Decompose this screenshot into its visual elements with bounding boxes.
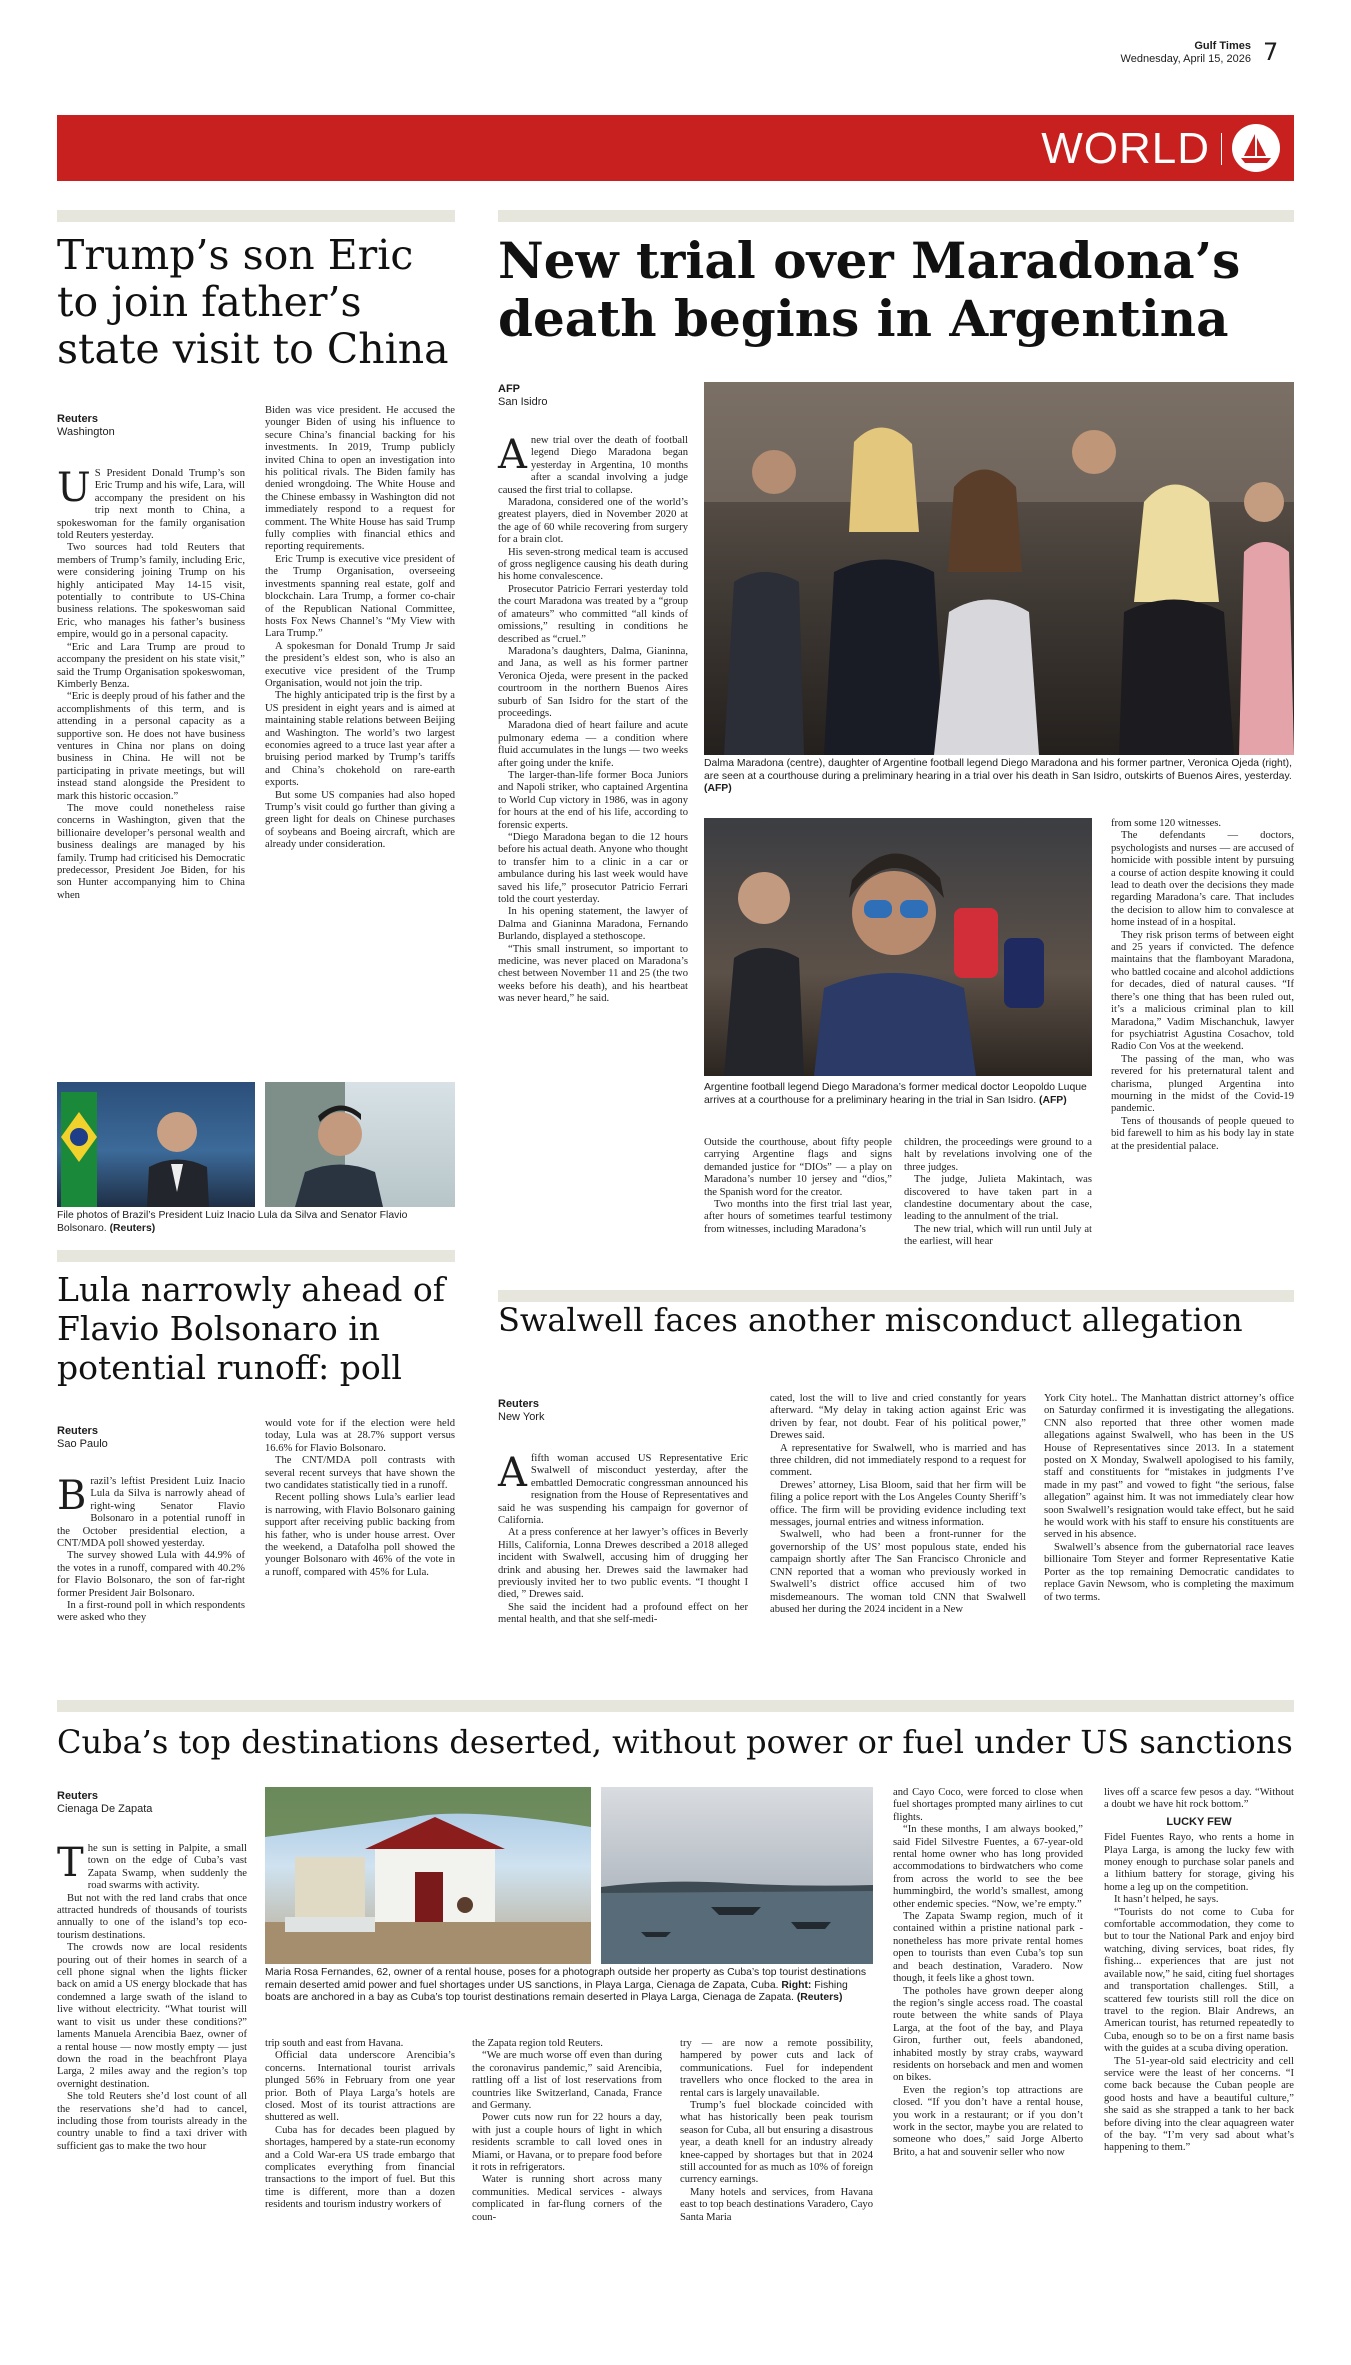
lula-col2: [265, 1418, 455, 1579]
eric-col1: [57, 465, 245, 902]
eric-p10: But some US companies had also hoped Trump’s visit could go further than giving a green light for deals on Chinese purchases of soybeans and Boeing aircraft, which are already under consideration.: [265, 789, 455, 851]
swalwell-p9: Swalwell’s absence from the gubernatorial race leaves billionaire Tom Steyer and former Representative Katie Porter as the top remaining Democratic candidates to replace Gavin Newsom, who is completing the maximum of two terms.: [1044, 1541, 1294, 1603]
eric-col2: [265, 405, 455, 852]
cuba-col4: [680, 2038, 873, 2224]
courtroom-credit: (AFP): [704, 783, 732, 795]
maradona-p6: Maradona died of heart failure and acute pulmonary edema — a condition where fluid accumulates in the lungs — two weeks after going under the knife.: [498, 720, 688, 769]
maradona-p18: They risk prison terms of between eight and 25 years if convicted. The defence maintains that the flamboyant Maradona, who battled cocaine and alcohol addictions for decades, died of natural causes. “If there’s one thing that has been ruled out, it’s a malicious criminal plan to kill Maradona,” Vadim Mischanchuk, lawyer for psychiatrist Agustina Cosachov, told Radio Con Vos at the weekend.: [1111, 929, 1294, 1053]
cuba-col1: [57, 1840, 247, 2153]
maradona-p8: “Diego Maradona began to die 12 hours before his actual death. Anyone who thought to transfer him to a clinic in a car or ambulance during his last week would have saved his life,” prosecutor Patricio Ferrari told the court yesterday.: [498, 832, 688, 906]
dropcap: T: [57, 1840, 84, 1886]
eric-p8: A spokesman for Donald Trump Jr said the president’s eldest son, who is also an executive vice president of the Trump Organisation, would not join the trip.: [265, 640, 455, 689]
maradona-byline: [498, 383, 688, 409]
cuba-p11: Water is running short across many communities. Medical services - always complicated in far-flung corners of the coun-: [472, 2174, 662, 2223]
maradona-p4: Prosecutor Patricio Ferrari yesterday told the court Maradona was treated by a “group of amateurs” who committed “all kinds of omissions,” resulting in conditions he described as “cruel.”: [498, 583, 688, 645]
maradona-p17: The defendants — doctors, psychologists and nurses — are accused of homicide with possible intent by pursuing a course of action despite knowing it could lead to death over the decisions they made regarding Maradona’s care. That includes the decision to allow him to convalesce at home instead of in a hospital.: [1111, 830, 1294, 929]
lula-agency: Reuters: [57, 1425, 98, 1437]
maradona-headline: New trial over Maradona’s death begins in Argentina: [498, 231, 1241, 348]
cuba-p7: Cuba has for decades been plagued by shortages, hampered by a state-run economy and a Cold War-era US trade embargo that complicates everything from financial transactions to the import of fuel. But this time is different, more than a dozen residents and tourism industry workers of: [265, 2124, 455, 2211]
cuba-agency: Reuters: [57, 1790, 98, 1802]
maradona-col4: [1111, 818, 1294, 1153]
cuba-p23: “Tourists do not come to Cuba for comfortable accommodation, they come to but to tour the National Park and enjoy bird watching, diving services, boat rides, fly fishing... experiences that are just not available now,” he said, citing fuel shortages and transportation challenges. Still, a scattered few tourists still roll the dice on travel to the region. Blair Andrews, an American tourist, has returned repeatedly to Cuba, enough so to be on a first name basis with the guides at a scuba diving operation.: [1104, 1906, 1294, 2055]
lucky-few-subhead: LUCKY FEW: [1166, 1815, 1232, 1828]
cuba-byline: [57, 1790, 257, 1816]
maradona-p10: “This small instrument, so important to medicine, was never placed on Maradona’s chest between November 11 and 25 (the two weeks before his death), and his heartbeat was never heard,” he said.: [498, 943, 688, 1005]
lula-col1: [57, 1473, 245, 1625]
swalwell-p3: She said the incident had a profound effect on her mental health, and that she self-medi-: [498, 1601, 748, 1626]
cuba-caption-credit: (Reuters): [796, 1992, 843, 2004]
eric-headline: Trump’s son Eric to join father’s state visit to China: [57, 231, 449, 373]
maradona-p14: The judge, Julieta Makintach, was discovered to have taken part in a clandestine documentary about the case, leading to the annulment of the trial.: [904, 1174, 1092, 1223]
swalwell-p8: York City hotel.. The Manhattan district attorney’s office on Saturday confirmed it is investigating the allegations. CNN also reported that three other women made allegations against Swalwell, who has been in the US House of Representatives since 2013. In a statement posted on X Monday, Swalwell apologised to his family, staff and constituents for “mistakes in judgments I’ve made in my past” and vowed to fight “the serious, false allegation” against him. It was not immediately clear how soon Swalwell’s resignation would take effect, but he said he would work with his staff to ensure his constituents are served in his absence.: [1044, 1393, 1294, 1541]
lula-p2: The survey showed Lula with 44.9% of the votes in a runoff, compared with 40.2% for Flavio Bolsonaro, the son of far-right former President Jair Bolsonaro.: [57, 1550, 245, 1599]
swalwell-p7: Swalwell, who had been a front-runner for the governorship of the US’ most populous state, ended his campaign shortly after The San Francisco Chronicle and CNN reported that a woman who previously worked in Swalwell’s district office accused him of two misdemeanours. The woman told CNN that Swalwell abused her during the 2024 incident in a New: [770, 1529, 1026, 1615]
lula-p5: The CNT/MDA poll contrasts with several recent surveys that have shown the two candidates statistically tied in a runoff.: [265, 1455, 455, 1492]
cuba-col6: [1104, 1787, 1294, 2155]
lula-p1: Brazil’s leftist President Luiz Inacio Lula da Silva is narrowly ahead of right-wing Senator Flavio Bolsonaro in a potential runoff in the October presidential election, a CNT/MDA poll showed yesterday.: [57, 1473, 245, 1550]
masthead: [0, 0, 1351, 173]
page-number: 7: [1263, 38, 1279, 66]
swalwell-p5: A representative for Swalwell, who is married and has three children, did not immediately respond to a request for comment.: [770, 1442, 1026, 1479]
cuba-p21: Fidel Fuentes Rayo, who rents a home in Playa Larga, is among the lucky few with money enough to purchase solar panels and a lithium battery for storage, giving his home a leg up on the competition.: [1104, 1832, 1294, 1893]
rule-eric: [57, 210, 455, 222]
maradona-p1: A new trial over the death of football legend Diego Maradona began yesterday in Argentina, 10 months after a scandal involving a judge caused the first trial to collapse.: [498, 432, 688, 496]
maradona-agency: AFP: [498, 383, 520, 395]
fishing-boats-photo: [601, 1787, 873, 1964]
maradona-p2: Maradona, considered one of the world’s greatest players, died in November 2020 at the age of 60 while recovering from surgery for a brain clot.: [498, 497, 688, 546]
maradona-p19: The passing of the man, who was revered for his preternatural talent and charisma, plunged Argentina into mourning in the midst of the Covid-19 pandemic.: [1111, 1053, 1294, 1115]
eric-p4: “Eric is deeply proud of his father and the accomplishments of this term, and is attending in a personal capacity as a supportive son. He does not have business ventures in China nor plans on doing business in China. He will not be participating in private meetings, but will instead stand alongside the President to mark this historic occasion.”: [57, 691, 245, 802]
dropcap: B: [57, 1473, 87, 1519]
cuba-caption: Maria Rosa Fernandes, 62, owner of a rental house, poses for a photograph outside her property as Cuba’s top tourist destinations remain deserted amid power and fuel shortages under US sanctions, in Playa Larga, Cienaga de Zapata, Cuba. Right: Fishing boats are anchored in a bay as Cuba’s top tourist destinations remain deserted in Playa Larga, Cienaga de Zapata. (Reuters): [265, 1967, 867, 2004]
eric-p9: The highly anticipated trip is the first by a US president in eight years and is aimed at maintaining stable relations between Beijing and Washington. The world’s two largest economies agreed to a truce last year after a bruising period marked by Trump’s tariffs and China’s chokehold on rare-earth exports.: [265, 690, 455, 789]
cuba-location: Cienaga De Zapata: [57, 1803, 153, 1815]
rule-maradona: [498, 210, 1294, 222]
cuba-p17: The Zapata Swamp region, much of it contained within a pristine national park - nonetheless has more private rental homes open to tourists than even Cuba’s top sun and beach destination, Varadero. Now though, it feels like a ghost town.: [893, 1911, 1083, 1985]
lula-p3: In a first-round poll in which respondents were asked who they: [57, 1600, 245, 1624]
cuba-col3: [472, 2038, 662, 2224]
cuba-p4: She told Reuters she’d lost count of all the reservations she’d had to cancel, including those from tourists already in the country unable to find a taxi driver with sufficient gas to make the two hour: [57, 2091, 247, 2152]
issue-date: Wednesday, April 15, 2026: [1120, 53, 1251, 65]
cuba-p9: “We are much worse off even than during the coronavirus pandemic,” said Arencibia, rattling off a list of lost reservations from countries like Switzerland, Canada, France and Germany.: [472, 2050, 662, 2112]
cuba-caption-right-label: Right:: [781, 1979, 812, 1991]
cuba-headline: Cuba’s top destinations deserted, without power or fuel under US sanctions: [57, 1723, 1293, 1761]
cuba-p15: and Cayo Coco, were forced to close when fuel shortages prompted many airlines to cut flights.: [893, 1787, 1083, 1823]
maradona-p7: The larger-than-life former Boca Juniors and Napoli striker, who captained Argentina to World Cup victory in 1986, was in agony for hours at the end of his life, according to forensic experts.: [498, 769, 688, 831]
cuba-p18: The potholes have grown deeper along the region’s single access road. The coastal route between the white sands of Playa Larga, at the foot of the bay, and Playa Giron, further out, feels abandoned, inhabited mostly by stray crabs, wayward residents on horseback and men and women on bikes.: [893, 1985, 1083, 2084]
maradona-col2: [704, 1137, 892, 1236]
cuba-p2: But not with the red land crabs that once attracted hundreds of thousands of tourists annually to one of the island’s top eco-tourism destinations.: [57, 1892, 247, 1941]
rule-cuba: [57, 1700, 1294, 1712]
cuba-p1: The sun is setting in Palpite, a small town on the edge of Cuba’s vast Zapata Swamp, when suddenly the road swarms with activity.: [57, 1840, 247, 1892]
luque-photo: [704, 818, 1092, 1076]
swalwell-col2: [770, 1393, 1026, 1616]
cuba-col2: [265, 2038, 455, 2212]
lula-location: Sao Paulo: [57, 1438, 108, 1450]
dropcap: A: [498, 432, 527, 478]
maradona-p12: Two months into the first trial last year, after hours of sometimes tearful testimony from witnesses, including Maradona’s: [704, 1199, 892, 1235]
maradona-p5: Maradona’s daughters, Dalma, Gianinna, and Jana, as well as his former partner Veronica Ojeda, were present in the packed courtroom in the northern Buenos Aires suburb of San Isidro for the start of the proceedings.: [498, 645, 688, 719]
swalwell-p4: cated, lost the will to live and cried constantly for years afterward. “My delay in taking action against Eric was driven by fear, not doubt. Fear of his political power,” Drewes said.: [770, 1393, 1026, 1442]
luque-credit: (AFP): [1038, 1094, 1067, 1106]
maradona-location: San Isidro: [498, 396, 548, 408]
section-divider: [1221, 133, 1222, 165]
section-title: WORLD: [1041, 124, 1210, 173]
cuba-p22: It hasn’t helped, he says.: [1114, 1894, 1219, 1906]
eric-p1: U S President Donald Trump’s son Eric Trump and his wife, Lara, will accompany the president on his trip next month to China, a spokeswoman for the family organisation told Reuters yesterday.: [57, 465, 245, 542]
rule-lula: [57, 1250, 455, 1262]
lula-photo: [57, 1082, 255, 1207]
eric-byline: [57, 413, 257, 439]
swalwell-byline: [498, 1398, 678, 1424]
swalwell-p6: Drewes’ attorney, Lisa Bloom, said that her firm will be filing a police report with the Los Angeles County Sheriff’s office. The firm will be providing evidence including text messages, journal entries and witness information.: [770, 1479, 1026, 1529]
maradona-p3: His seven-strong medical team is accused of gross negligence causing his death during his home convalescence.: [498, 546, 688, 583]
eric-p7: Eric Trump is executive vice president of the Trump Organisation, overseeing investments spanning real estate, golf and blockchain. Lara Trump, a former co-chair of the Republican National Committee, hosts Fox News Channel’s “My View with Lara Trump.”: [265, 553, 455, 640]
eric-location: Washington: [57, 426, 115, 438]
cuba-p19: Even the region’s top attractions are closed. “If you don’t have a rental house, you work in a restaurant; or if you don’t work in the sector, maybe you are related to someone who does,” said Jorge Alberto Brito, a hat and souvenir seller who now: [893, 2084, 1083, 2158]
lula-headline: Lula narrowly ahead of Flavio Bolsonaro in potential runoff: poll: [57, 1270, 445, 1387]
paper-name: Gulf Times: [1194, 40, 1251, 52]
rental-house-photo: [265, 1787, 591, 1964]
lula-photo-caption: File photos of Brazil’s President Luiz Inacio Lula da Silva and Senator Flavio Bolsonaro. (Reuters): [57, 1210, 408, 1234]
maradona-p9: In his opening statement, the lawyer of Dalma and Gianinna Maradona, Fernando Burlando, displayed a stethoscope.: [498, 906, 688, 943]
maradona-col1: [498, 432, 688, 1006]
luque-caption: Argentine football legend Diego Maradona’s former medical doctor Leopoldo Luque arrives at a courthouse for a preliminary hearing in the trial in San Isidro. (AFP): [704, 1082, 1087, 1106]
lula-p4: would vote for if the election were held today, Lula was at 28.7% support versus 16.6% for Flavio Bolsonaro.: [265, 1418, 455, 1454]
maradona-p11: Outside the courthouse, about fifty people carrying Argentine flags and signs demanded justice for “DIOs” — a play on Maradona’s number 10 jersey and “dios,” the Spanish word for the creator.: [704, 1137, 892, 1198]
cuba-p3: The crowds now are local residents pouring out of their homes in search of a cell phone signal when the lights flicker back on amid a US energy blockade that has condemned a large swath of the island to live without electricity. “What tourist will want to visit us under these conditions?” laments Manuela Arencibia Baez, owner of a rental house — now mostly empty — just down the road in the beachfront Playa Larga, 2 miles away and the region’s top overnight destination.: [57, 1942, 247, 2090]
swalwell-headline: Swalwell faces another misconduct allegation: [498, 1301, 1243, 1339]
cuba-p6: Official data underscore Arencibia’s concerns. International tourist arrivals plunged 56% in February from one year prior. Both of Playa Larga’s hotels are closed. Most of its tourist attractions are shuttered as well.: [265, 2050, 455, 2124]
bolsonaro-photo: [265, 1082, 455, 1207]
cuba-p16: “In these months, I am always booked,” said Fidel Silvestre Fuentes, a 67-year-old rental home owner who has long provided accommodations to birdwatchers who come from across the world to see the bee hummingbird, the world’s smallest, among other endemic species. “Now, we’re empty.”: [893, 1824, 1083, 1910]
eric-p6: Biden was vice president. He accused the younger Biden of using his influence to secure China’s financial backing for his investments. In 2019, Trump publicly invited China to open an investigation into his political rivals. The Biden family has denied wrongdoing. The White House and the Chinese embassy in Washington did not immediately respond to a request for comment. The White House has said Trump fully complies with financial ethics and reporting requirements.: [265, 405, 455, 553]
swalwell-p1: A fifth woman accused US Representative Eric Swalwell of misconduct yesterday, after the embattled Democratic congressman announced his resignation from the House of Representatives and said he was suspending his campaign for governor of California.: [498, 1450, 748, 1527]
boat-logo-icon: [1232, 124, 1280, 172]
swalwell-col1: [498, 1450, 748, 1627]
lula-p6: Recent polling shows Lula’s earlier lead is narrowing, with Flavio Bolsonaro gaining support after receiving public backing from his father, who is under house arrest. Over the weekend, a Datafolha poll showed the younger Bolsonaro with 46% of the vote in a runoff, compared with 45% for Lula.: [265, 1492, 455, 1578]
swalwell-col3: [1044, 1393, 1294, 1604]
maradona-p13: children, the proceedings were ground to a halt by revelations involving one of the three judges.: [904, 1137, 1092, 1173]
swalwell-agency: Reuters: [498, 1398, 539, 1410]
lula-byline: [57, 1425, 257, 1451]
maradona-p15: The new trial, which will run until July at the earliest, will hear: [904, 1223, 1092, 1248]
swalwell-p2: At a press conference at her lawyer’s offices in Beverly Hills, California, Lonna Drewes described a 2018 alleged incident with Swalwell, accusing him of drugging her drink and abusing her. Drewes said the lawmaker had previously invited her to two public events. “I thought I died, ” Drewes said.: [498, 1527, 748, 1601]
swalwell-location: New York: [498, 1411, 545, 1423]
cuba-p5: trip south and east from Havana.: [265, 2038, 404, 2049]
dropcap: U: [57, 465, 91, 511]
lula-photo-credit: (Reuters): [109, 1222, 156, 1234]
courtroom-photo: [704, 382, 1294, 755]
section-bar: [57, 115, 1294, 181]
cuba-p12: try — are now a remote possibility, hampered by power cuts and lack of communications. Fuel for independent travellers who once flocked to the area in rental cars is largely unavailable.: [680, 2038, 873, 2099]
dropcap: A: [498, 1450, 527, 1496]
cuba-p24: The 51-year-old said electricity and cell service were the least of her concerns. “I come back because the Cuban people are good hosts and have a beautiful culture,” she said as she strapped a tank to her back before diving into the clear aquagreen water of the bay. “I’m very sad about what’s happening to them.”: [1104, 2055, 1294, 2154]
cuba-p14: Many hotels and services, from Havana east to top beach destinations Varadero, Cayo Santa Maria: [680, 2186, 873, 2223]
eric-agency: Reuters: [57, 413, 98, 425]
cuba-p13: Trump’s fuel blockade coincided with what has historically been peak tourism season for Cuba, all but ensuring a disastrous year, a death knell for an industry already knee-capped by shortages but that in 2024 still accounted for as much as 10% of foreign currency earnings.: [680, 2100, 873, 2186]
cuba-p20: lives off a scarce few pesos a day. “Without a doubt we have hit rock bottom.”: [1104, 1787, 1294, 1811]
eric-p5: The move could nonetheless raise concerns in Washington, given that the billionaire developer’s personal wealth and business dealings are managed by his family. Trump had criticised his Democratic predecessor, President Joe Biden, for his son Hunter accompanying him to China when: [57, 802, 245, 901]
cuba-p10: Power cuts now run for 22 hours a day, with just a couple hours of light in which residents scramble to call loved ones in Miami, or Havana, or to prepare food before it rots in refrigerators.: [472, 2112, 662, 2174]
maradona-p16: from some 120 witnesses.: [1111, 818, 1222, 829]
maradona-p20: Tens of thousands of people queued to bid farewell to him as his body lay in state at the presidential palace.: [1111, 1115, 1294, 1152]
eric-p3: “Eric and Lara Trump are proud to accompany the president on his state visit,” said the Trump Organisation spokeswoman, Kimberly Benza.: [57, 641, 245, 690]
courtroom-caption: Dalma Maradona (centre), daughter of Argentine football legend Diego Maradona and his former partner, Veronica Ojeda (right), are seen at a courthouse during a preliminary hearing in a trial over his death in San Isidro, outskirts of Buenos Aires, yesterday. (AFP): [704, 758, 1292, 795]
eric-p2: Two sources had told Reuters that members of Trump’s family, including Eric, were considering joining Trump on his highly anticipated May 14-15 visit, potentially to contribute to US-China business relations. The spokeswoman said Eric, who manages his father’s business empire, would go in a personal capacity.: [57, 542, 245, 641]
cuba-col5: [893, 1787, 1083, 2159]
maradona-col3: [904, 1137, 1092, 1249]
cuba-p8: the Zapata region told Reuters.: [472, 2038, 603, 2049]
